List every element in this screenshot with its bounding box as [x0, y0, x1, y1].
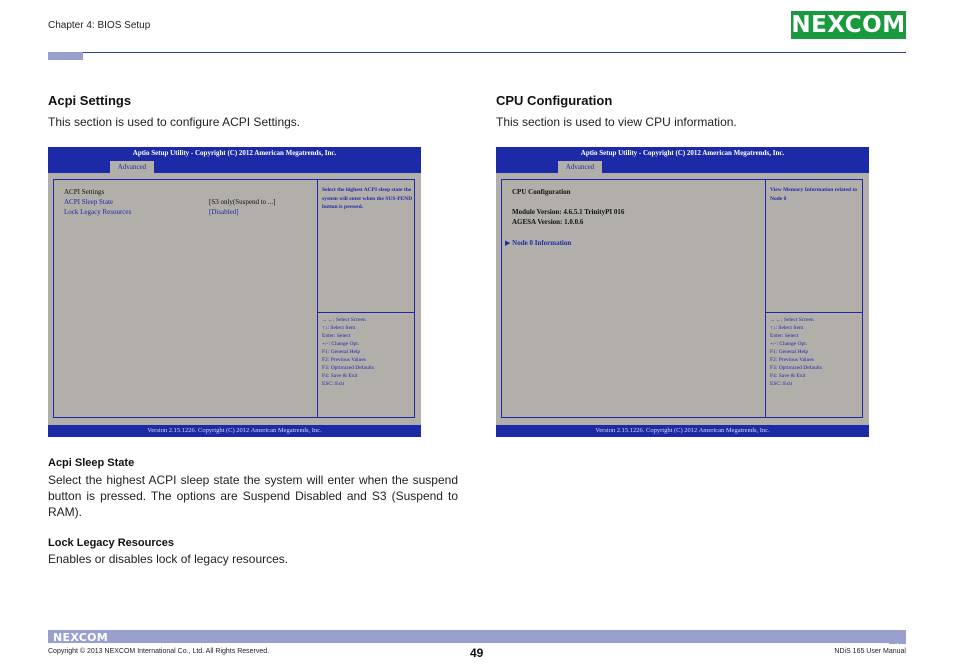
key-item: F2: Previous Values [322, 357, 366, 363]
bios-title-bar: Aptio Setup Utility - Copyright (C) 2012 American Megatrends, Inc. [496, 147, 869, 159]
key-item: →←: Select Screen [322, 317, 366, 323]
header-tab-accent [48, 52, 83, 60]
lock-legacy-heading: Lock Legacy Resources [48, 537, 174, 549]
cpu-configuration-title: CPU Configuration [496, 93, 613, 108]
key-item: F1: General Help [322, 349, 361, 355]
key-item: +/-: Change Opt. [770, 341, 808, 347]
footer-band [48, 630, 906, 643]
bios-title-bar: Aptio Setup Utility - Copyright (C) 2012 American Megatrends, Inc. [48, 147, 421, 159]
acpi-sleep-state-label[interactable]: ACPI Sleep State [64, 198, 113, 206]
key-item: F4: Save & Exit [322, 373, 358, 379]
bios-main-panel [53, 179, 318, 418]
acpi-settings-title: Acpi Settings [48, 93, 132, 108]
nexcom-logo: NEXCOM [791, 12, 906, 38]
lock-legacy-body: Enables or disables lock of legacy resources. [48, 552, 289, 566]
key-item: +/-: Change Opt. [322, 341, 360, 347]
key-item: ↑↓: Select Item [770, 325, 804, 331]
key-item: Enter: Select [322, 333, 351, 339]
key-item: F1: General Help [770, 349, 809, 355]
node0-submenu[interactable]: ▶ Node 0 Information [505, 239, 572, 247]
cpu-intro: This section is used to view CPU information. [496, 115, 737, 129]
key-item: ↑↓: Select Item [322, 325, 356, 331]
nexcom-footer-logo: NEXCOM [53, 631, 108, 644]
copyright-text: Copyright © 2013 NEXCOM International Co., Ltd. All Rights Reserved. [48, 648, 270, 655]
acpi-sleep-state-heading: Acpi Sleep State [48, 457, 135, 469]
header-rule [48, 52, 906, 53]
bios-help-panel [317, 179, 415, 418]
acpi-sleep-state-body: Select the highest ACPI sleep state the system will enter when the suspend button is pressed. The options are Suspend Disabled and S3 (Suspend to RAM). [48, 473, 458, 519]
bios-heading: CPU Configuration [512, 188, 571, 196]
help-text: View Memory Information related to Node 0 [770, 187, 858, 202]
key-item: Enter: Select [770, 333, 799, 339]
submenu-arrow-icon: ▶ [505, 239, 513, 247]
tab-advanced[interactable]: Advanced [558, 161, 602, 173]
lock-legacy-resources-label[interactable]: Lock Legacy Resources [64, 208, 132, 216]
key-item: ESC: Exit [770, 381, 793, 387]
help-divider [318, 312, 414, 313]
footer-square-decoration [889, 639, 897, 644]
bios-footer: Version 2.15.1226. Copyright (C) 2012 American Megatrends, Inc. [496, 425, 869, 437]
key-item: F3: Optimized Defaults [322, 365, 374, 371]
acpi-intro: This section is used to configure ACPI Settings. [48, 115, 301, 129]
manual-title: NDiS 165 User Manual [834, 648, 906, 655]
bios-tab-bar [48, 159, 421, 173]
module-version: Module Version: 4.6.5.1 TrinityPI 016 [512, 208, 625, 216]
key-item: →←: Select Screen [770, 317, 814, 323]
key-item: F2: Previous Values [770, 357, 814, 363]
cpu-bios-screen [496, 147, 869, 437]
acpi-bios-screen [48, 147, 421, 437]
lock-legacy-resources-value[interactable]: [Disabled] [209, 208, 239, 216]
acpi-sleep-state-value[interactable]: [S3 only(Suspend to ...] [209, 198, 276, 206]
key-item: F4: Save & Exit [770, 373, 806, 379]
page-number: 49 [470, 646, 484, 660]
footer-square-decoration [889, 630, 897, 638]
tab-advanced[interactable]: Advanced [110, 161, 154, 173]
bios-help-panel [765, 179, 863, 418]
bios-heading: ACPI Settings [64, 188, 105, 196]
key-legend [770, 316, 822, 388]
chapter-label: Chapter 4: BIOS Setup [48, 20, 151, 31]
help-text: Select the highest ACPI sleep state the system will enter when the SUS-PEND button is pressed. [322, 187, 413, 210]
bios-tab-bar [496, 159, 869, 173]
key-item: F3: Optimized Defaults [770, 365, 822, 371]
agesa-version: AGESA Version: 1.0.0.6 [512, 218, 584, 226]
key-legend [322, 316, 374, 388]
help-divider [766, 312, 862, 313]
footer-square-decoration [898, 639, 906, 644]
key-item: ESC: Exit [322, 381, 345, 387]
bios-main-panel [501, 179, 766, 418]
bios-footer: Version 2.15.1226. Copyright (C) 2012 American Megatrends, Inc. [48, 425, 421, 437]
